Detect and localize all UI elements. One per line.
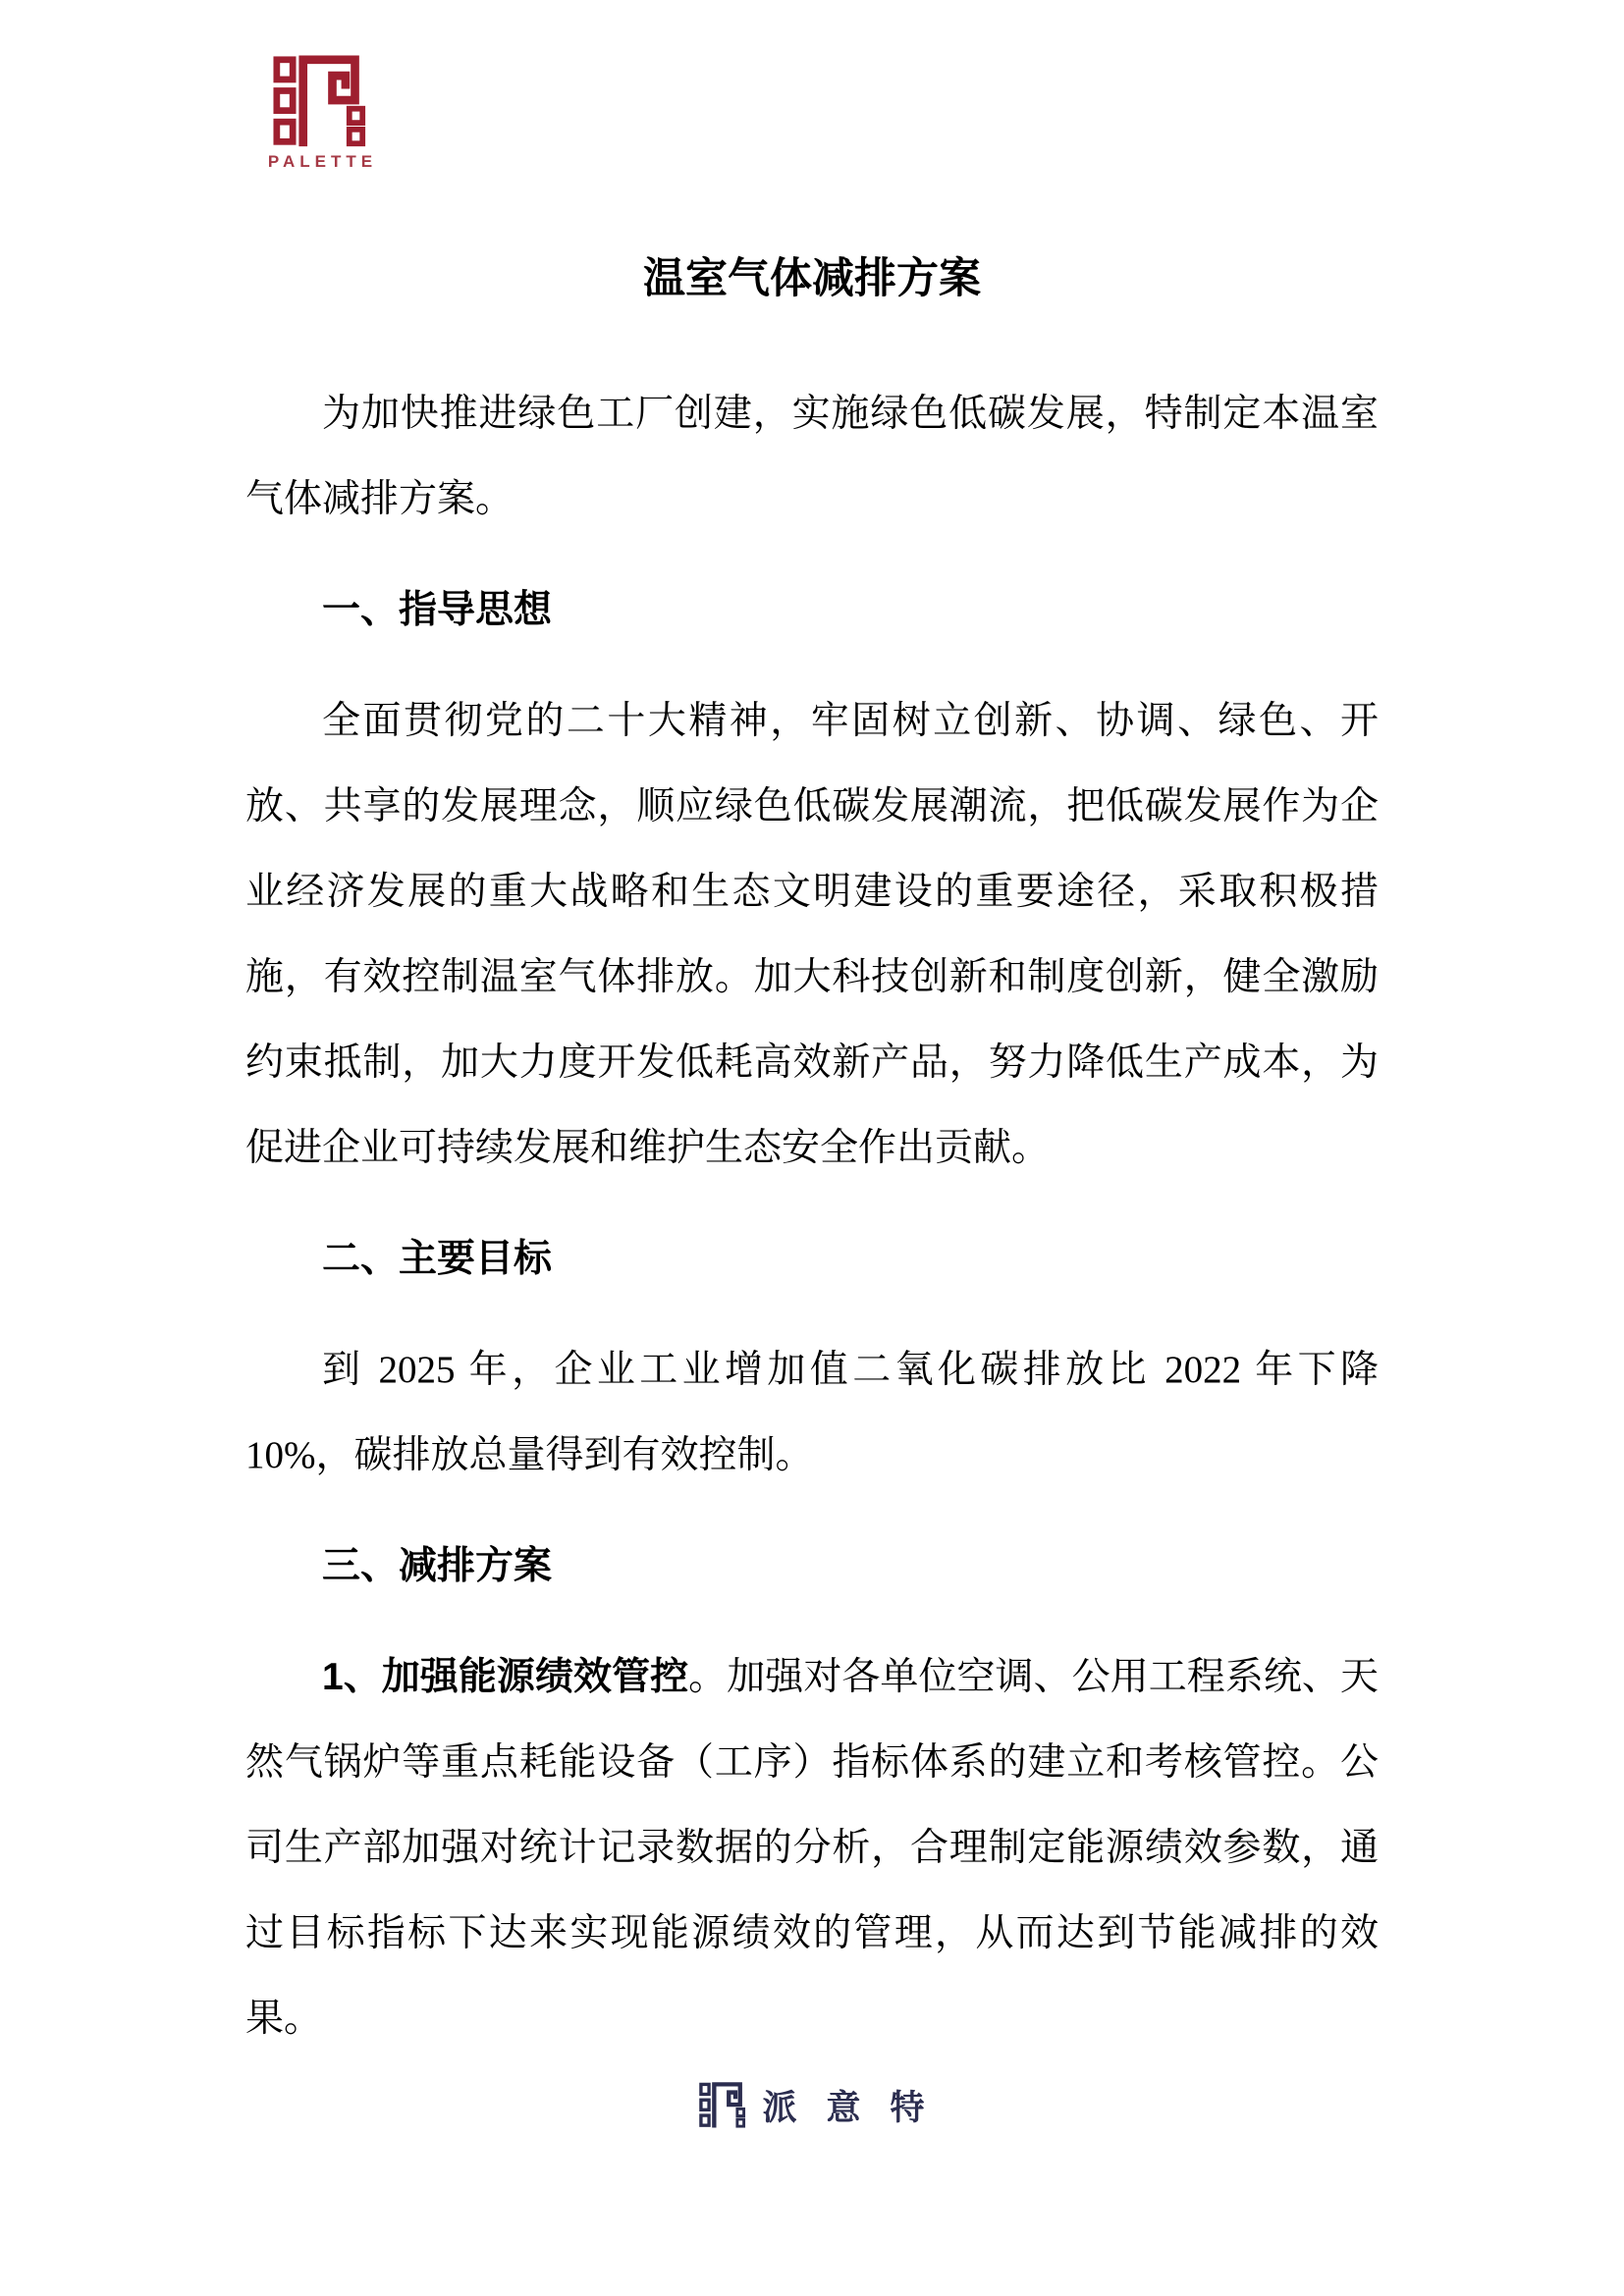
intro-paragraph: 为加快推进绿色工厂创建，实施绿色低碳发展，特制定本温室气体减排方案。 (245, 393, 1379, 520)
section-paragraph-2: 到 2025 年，企业工业增加值二氧化碳排放比 2022 年下降 10%，碳排放总量得到有效控制。 (245, 1349, 1379, 1476)
section-heading-1: 一、指导思想 (322, 589, 553, 631)
footer-brand-logo (0, 2081, 1624, 2130)
palette-seal-logo-icon (270, 55, 370, 149)
section-paragraph-3 (245, 1634, 1379, 2061)
section-heading-3: 三、减排方案 (322, 1545, 553, 1587)
section-paragraph-1: 全面贯彻党的二十大精神，牢固树立创新、协调、绿色、开放、共享的发展理念，顺应绿色低碳发展潮流，把低碳发展作为企业经济发展的重大战略和生态文明建设的重要途径，采取积极措施，有效控制温室气体排放。加大科技创新和制度创新，健全激励约束抵制，加大力度开发低耗高效新产品，努力降低生产成本，为促进企业可持续发展和维护生态安全作出贡献。 (245, 700, 1379, 1169)
header-brand-name: PALETTE (267, 152, 378, 171)
document-title: 温室气体减排方案 (643, 256, 981, 302)
header-brand-logo (263, 55, 377, 172)
section-heading-2: 二、主要目标 (322, 1238, 553, 1280)
footer-brand-name: 派意特 (762, 2089, 954, 2127)
paiyite-seal-logo-icon (699, 2082, 746, 2129)
list-item-body: 。加强对各单位空调、公用工程系统、天然气锅炉等重点耗能设备（工序）指标体系的建立和考核管控。公司生产部加强对统计记录数据的分析，合理制定能源绩效参数，通过目标指标下达来实现能源绩效的管理，从而达到节能减排的效果。 (245, 1656, 1379, 2040)
list-item-lead-bold: 1、加强能源绩效管控 (322, 1656, 689, 1698)
